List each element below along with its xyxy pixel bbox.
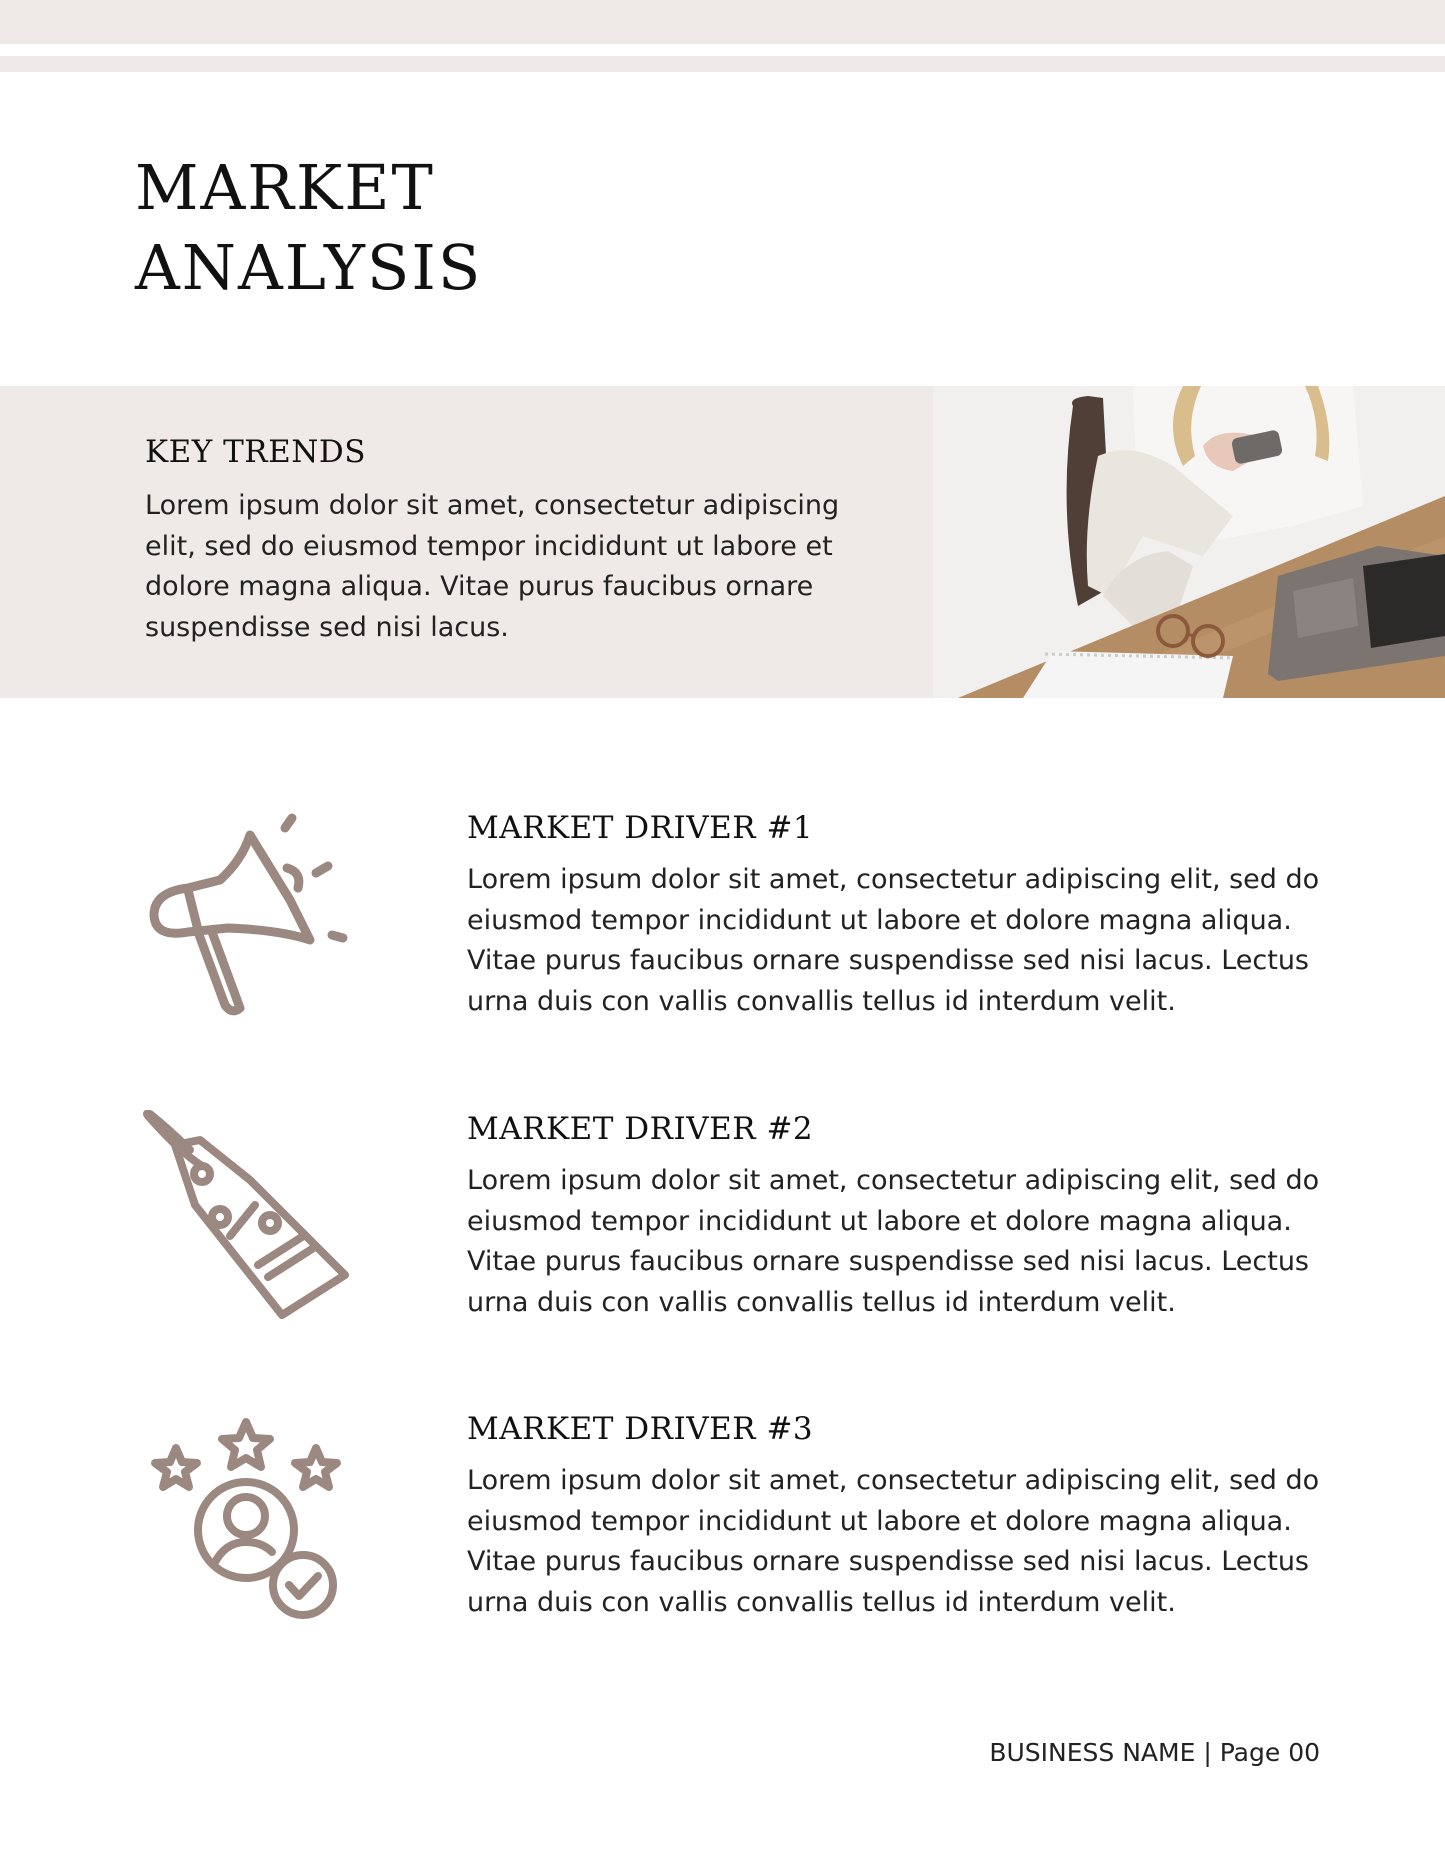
driver-2-body: Lorem ipsum dolor sit amet, consectetur adipiscing elit, sed do eiusmod tempor incididunt ut labore et dolore magna aliqua. Vitae purus faucibus ornare suspendisse sed nisi lacus. Lectus urna duis con vallis convallis tellus id interdum velit. xyxy=(467,1165,1320,1318)
page-title xyxy=(135,148,482,308)
workspace-photo-illustration xyxy=(933,386,1445,698)
page-footer: BUSINESS NAME | Page 00 xyxy=(989,1738,1320,1767)
page-title-line-1: MARKET xyxy=(135,151,435,224)
megaphone-icon xyxy=(140,810,360,1024)
driver-1-heading: MARKET DRIVER #1 xyxy=(467,810,814,846)
driver-3-heading: MARKET DRIVER #3 xyxy=(467,1411,814,1447)
driver-2-heading: MARKET DRIVER #2 xyxy=(467,1111,814,1147)
key-trends-body: Lorem ipsum dolor sit amet, consectetur adipiscing elit, sed do eiusmod tempor incididunt ut labore et dolore magna aliqua. Vitae purus faucibus ornare suspendisse sed nisi lacus. xyxy=(145,490,840,643)
top-divider xyxy=(0,56,1445,72)
workspace-photo xyxy=(933,386,1445,698)
key-trends-heading: KEY TRENDS xyxy=(145,434,366,470)
customer-rating-icon xyxy=(140,1410,360,1634)
top-band xyxy=(0,0,1445,44)
driver-3-body: Lorem ipsum dolor sit amet, consectetur adipiscing elit, sed do eiusmod tempor incididunt ut labore et dolore magna aliqua. Vitae purus faucibus ornare suspendisse sed nisi lacus. Lectus urna duis con vallis convallis tellus id interdum velit. xyxy=(467,1465,1320,1618)
page-title-line-2: ANALYSIS xyxy=(135,231,483,304)
price-tag-icon xyxy=(140,1110,360,1334)
driver-1-body: Lorem ipsum dolor sit amet, consectetur adipiscing elit, sed do eiusmod tempor incididunt ut labore et dolore magna aliqua. Vitae purus faucibus ornare suspendisse sed nisi lacus. Lectus urna duis con vallis convallis tellus id interdum velit. xyxy=(467,864,1320,1017)
